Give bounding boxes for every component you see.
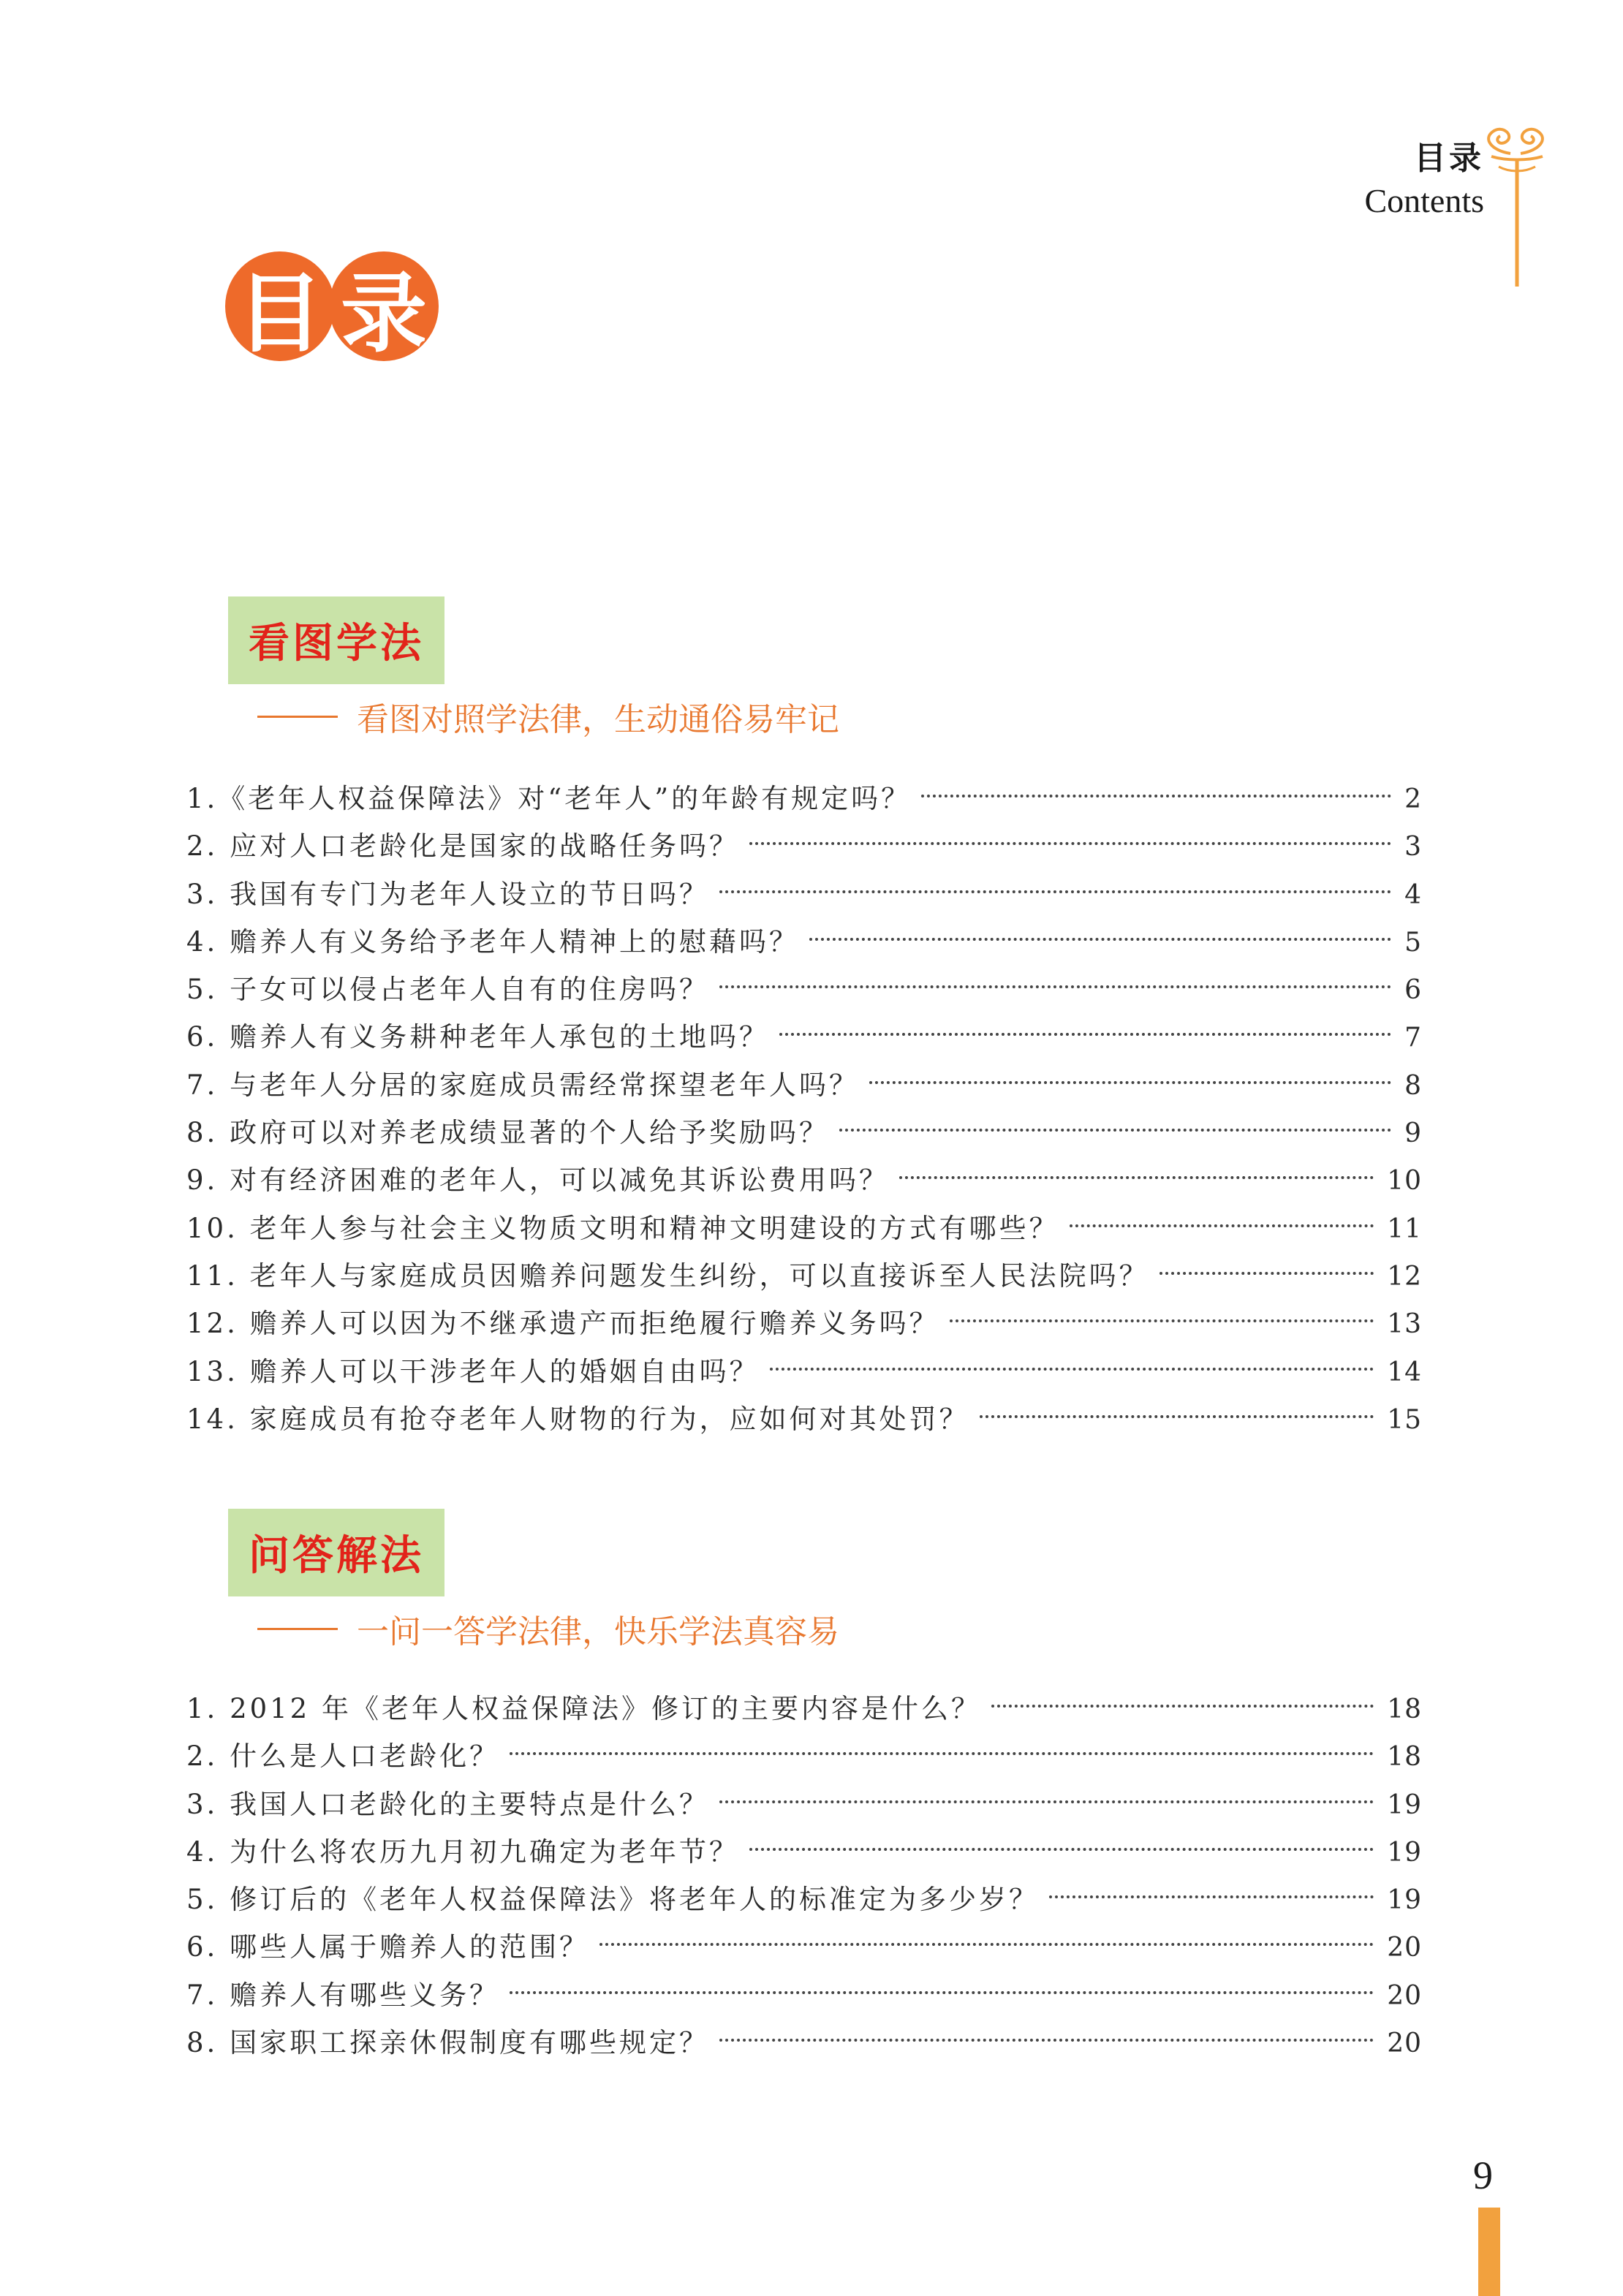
toc-item-page: 3 [1404, 832, 1422, 863]
subtitle-dash [257, 1628, 338, 1630]
toc-item-text: 7. 赡养人有哪些义务？ [186, 1979, 500, 2011]
toc-item[interactable] [186, 1156, 1422, 1204]
toc-item-text: 6. 赡养人有义务耕种老年人承包的土地吗？ [186, 1021, 770, 1053]
leader-dots [991, 1705, 1374, 1708]
leader-dots [719, 890, 1391, 893]
toc-item[interactable] [186, 1013, 1422, 1061]
leader-dots [779, 1033, 1391, 1036]
leader-dots [869, 1081, 1391, 1084]
toc-item-text: 5. 修订后的《老年人权益保障法》将老年人的标准定为多少岁？ [186, 1884, 1040, 1916]
corner-label-zh: 目录 [1414, 140, 1484, 177]
toc-item-text: 12. 赡养人可以因为不继承遗产而拒绝履行赡养义务吗？ [186, 1308, 939, 1340]
toc-item-text: 10. 老年人参与社会主义物质文明和精神文明建设的方式有哪些？ [186, 1212, 1059, 1244]
toc-item[interactable] [186, 966, 1422, 1013]
leader-dots [770, 1368, 1374, 1371]
subtitle-dash [257, 716, 338, 718]
leader-dots [719, 2039, 1374, 2042]
leader-dots [980, 1415, 1374, 1418]
toc-item-page: 20 [1387, 1933, 1422, 1963]
leader-dots [510, 1752, 1374, 1755]
toc-item-text: 1. 2012 年《老年人权益保障法》修订的主要内容是什么？ [186, 1693, 981, 1724]
toc-item-page: 4 [1404, 879, 1422, 910]
toc-item-page: 6 [1404, 975, 1422, 1006]
toc-item[interactable] [186, 1252, 1422, 1300]
toc-item-text: 13. 赡养人可以干涉老年人的婚姻自由吗？ [186, 1355, 760, 1387]
toc-item-text: 1.《老年人权益保障法》对“老年人”的年龄有规定吗？ [186, 783, 912, 814]
toc-item[interactable] [186, 1109, 1422, 1156]
toc-item[interactable] [186, 1923, 1422, 1971]
page-number: 9 [1473, 2153, 1493, 2197]
toc-item-page: 2 [1404, 784, 1422, 814]
toc-item[interactable] [186, 775, 1422, 822]
toc-item[interactable] [186, 871, 1422, 918]
toc-item-text: 11. 老年人与家庭成员因赡养问题发生纠纷，可以直接诉至人民法院吗？ [186, 1259, 1149, 1292]
leader-dots [1159, 1272, 1374, 1275]
toc-item-text: 7. 与老年人分居的家庭成员需经常探望老年人吗？ [186, 1069, 860, 1101]
corner-label-en: Contents [1364, 182, 1484, 219]
toc-item-page: 11 [1387, 1213, 1422, 1244]
toc-item-page: 18 [1387, 1742, 1422, 1773]
toc-item-text: 3. 我国有专门为老年人设立的节日吗？ [186, 878, 710, 910]
toc-item-text: 3. 我国人口老龄化的主要特点是什么？ [186, 1788, 710, 1820]
section-heading-1: 看图学法 [228, 596, 444, 684]
toc-item-page: 14 [1387, 1357, 1422, 1387]
toc-item-text: 9. 对有经济困难的老年人，可以减免其诉讼费用吗？ [186, 1164, 890, 1197]
toc-item[interactable] [186, 822, 1422, 870]
toc-item-page: 5 [1404, 927, 1422, 958]
toc-item[interactable] [186, 1685, 1422, 1732]
toc-item-page: 12 [1387, 1261, 1422, 1292]
toc-item-page: 20 [1387, 2028, 1422, 2059]
toc-item-page: 13 [1387, 1309, 1422, 1340]
toc-item-page: 18 [1387, 1694, 1422, 1724]
toc-item-text: 8. 政府可以对养老成绩显著的个人给予奖励吗？ [186, 1117, 830, 1149]
leader-dots [749, 842, 1391, 845]
section-subtitle-1 [257, 693, 839, 740]
toc-item-text: 8. 国家职工探亲休假制度有哪些规定？ [186, 2027, 710, 2059]
toc-item-page: 19 [1387, 1837, 1422, 1868]
toc-item-text: 4. 为什么将农历九月初九确定为老年节？ [186, 1835, 740, 1868]
toc-item-page: 7 [1404, 1023, 1422, 1053]
toc-item-page: 8 [1404, 1070, 1422, 1101]
toc-item[interactable] [186, 1348, 1422, 1395]
toc-item[interactable] [186, 1395, 1422, 1443]
toc-item-text: 14. 家庭成员有抢夺老年人财物的行为，应如何对其处罚？ [186, 1403, 969, 1435]
toc-item[interactable] [186, 1205, 1422, 1252]
leader-dots [510, 1991, 1374, 1994]
corner-label [1364, 132, 1484, 220]
title-char-1: 目 [225, 251, 335, 361]
section-subtitle-2 [257, 1605, 839, 1652]
leader-dots [809, 938, 1391, 941]
scroll-ornament-icon [1477, 124, 1557, 292]
toc-item-text: 5. 子女可以侵占老年人自有的住房吗？ [186, 974, 710, 1006]
toc-item[interactable] [186, 1300, 1422, 1347]
toc-list-2 [186, 1685, 1422, 2066]
toc-item[interactable] [186, 1781, 1422, 1828]
toc-item-text: 4. 赡养人有义务给予老年人精神上的慰藉吗？ [186, 925, 800, 958]
page-title [225, 251, 433, 364]
leader-dots [599, 1943, 1374, 1946]
toc-list-1 [186, 775, 1422, 1443]
toc-item[interactable] [186, 1971, 1422, 2019]
toc-item-text: 2. 应对人口老龄化是国家的战略任务吗？ [186, 830, 740, 863]
toc-item-text: 6. 哪些人属于赡养人的范围？ [186, 1931, 590, 1963]
toc-item-page: 9 [1404, 1118, 1422, 1149]
toc-item[interactable] [186, 1876, 1422, 1923]
leader-dots [921, 795, 1391, 797]
toc-item[interactable] [186, 2019, 1422, 2066]
toc-item[interactable] [186, 1061, 1422, 1109]
toc-item-page: 10 [1387, 1166, 1422, 1197]
toc-item-page: 19 [1387, 1789, 1422, 1820]
leader-dots [1070, 1224, 1374, 1227]
toc-item-text: 2. 什么是人口老龄化？ [186, 1740, 500, 1773]
title-char-2: 录 [329, 251, 439, 361]
leader-dots [899, 1176, 1374, 1179]
leader-dots [719, 985, 1391, 988]
page-edge-bar [1478, 2208, 1500, 2296]
toc-item-page: 15 [1387, 1404, 1422, 1435]
toc-item[interactable] [186, 1828, 1422, 1876]
leader-dots [719, 1800, 1374, 1803]
section-subtitle-2-text: 一问一答学法律，快乐学法真容易 [357, 1613, 839, 1651]
section-heading-2: 问答解法 [228, 1509, 444, 1596]
toc-item[interactable] [186, 1732, 1422, 1780]
leader-dots [950, 1319, 1374, 1322]
toc-item-page: 20 [1387, 1980, 1422, 2011]
toc-item-page: 19 [1387, 1885, 1422, 1916]
leader-dots [839, 1129, 1391, 1132]
toc-item[interactable] [186, 918, 1422, 966]
section-subtitle-1-text: 看图对照学法律，生动通俗易牢记 [357, 701, 839, 738]
leader-dots [749, 1848, 1374, 1851]
leader-dots [1049, 1895, 1374, 1898]
